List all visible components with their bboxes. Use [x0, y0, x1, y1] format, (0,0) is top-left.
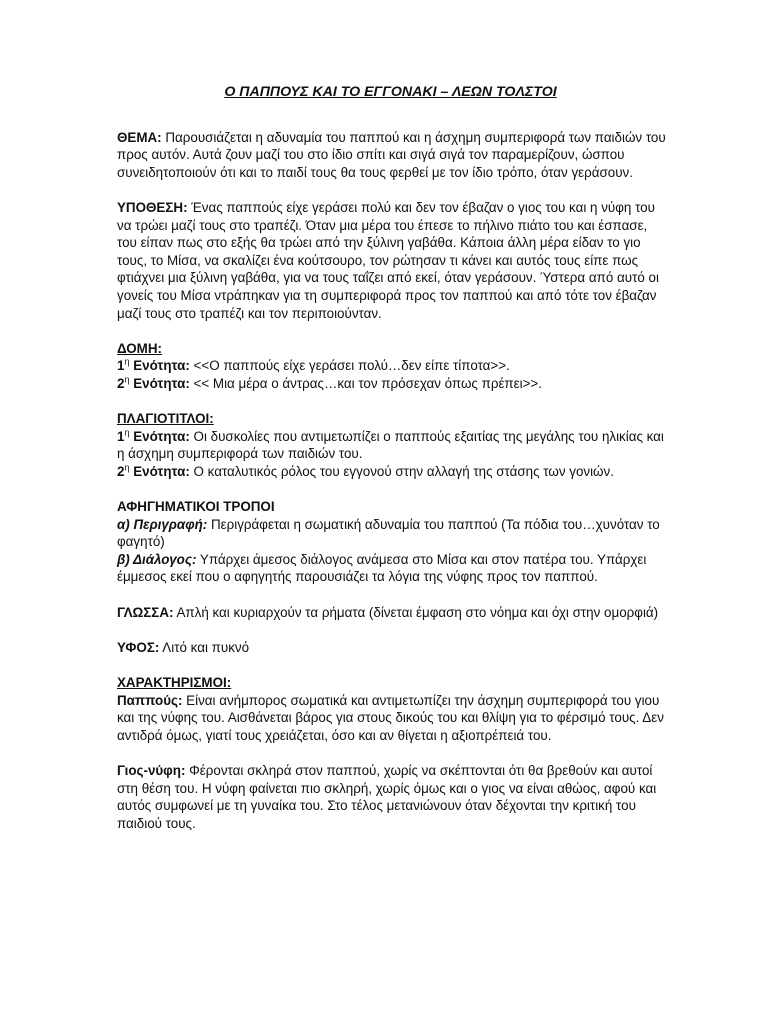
theme-label: ΘΕΜΑ:: [117, 129, 162, 145]
theme-text: Παρουσιάζεται η αδυναμία του παππού και η άσχημη συμπεριφορά των παιδιών του προς αυτόν. Αυτά ζουν μαζί του στο ίδιο σπίτι και σιγά σιγά τον παραμερίζουν, ώσπου συνειδητοποιούν ότι και το παιδί τους θα τους φερθεί με τον ίδιο τρόπο, όταν γεράσουν.: [117, 129, 666, 180]
subtitles-heading: ΠΛΑΓΙΟΤΙΤΛΟΙ:: [117, 411, 214, 427]
plot-paragraph: [117, 199, 666, 322]
son-daughter-in-law-text: Φέρονται σκληρά στον παππού, χωρίς να σκέπτονται ότι θα βρεθούν και αυτοί στη θέση του. Η νύφη φαίνεται πιο σκληρή, χωρίς όμως και ο γιος να είναι αθώος, αφού και αυτός συμφωνεί με τη γυναίκα του. Στο τέλος μετανιώνουν όταν δέχονται την κριτική του παιδιού τους.: [117, 762, 657, 831]
son-daughter-in-law-label: Γιος-νύφη:: [117, 762, 186, 778]
dialogue-label: β) Διάλογος:: [117, 551, 197, 567]
unit-ordinal: η: [124, 427, 130, 438]
language-text: Απλή και κυριαρχούν τα ρήματα (δίνεται έμφαση στο νόημα και όχι στην ομορφιά): [173, 604, 659, 620]
dialogue-text: Υπάρχει άμεσος διάλογος ανάμεσα στο Μίσα και στον πατέρα του. Υπάρχει έμμεσος εκεί που ο αφηγητής παρουσιάζει τα λόγια της νύφης προς τον παππού.: [117, 551, 647, 585]
unit-label: Ενότητα:: [129, 463, 190, 479]
unit-ordinal: η: [124, 374, 130, 385]
unit-label: Ενότητα:: [129, 375, 190, 391]
description-text: Περιγράφεται η σωματική αδυναμία του παππού (Τα πόδια του…χυνόταν το φαγητό): [117, 516, 660, 550]
unit-ordinal: η: [124, 462, 130, 473]
son-daughter-in-law-paragraph: [117, 762, 666, 832]
structure-unit-1: [117, 357, 666, 375]
unit-text: << Μια μέρα ο άντρας…και τον πρόσεχαν όπως πρέπει>>.: [189, 375, 542, 391]
grandfather-paragraph: [117, 692, 666, 745]
unit-text: Οι δυσκολίες που αντιμετωπίζει ο παππούς εξαιτίας της μεγάλης του ηλικίας και η άσχημη συμπεριφορά των παιδιών του.: [117, 428, 664, 462]
subtitles-unit-2: [117, 463, 666, 481]
style-label: ΥΦΟΣ:: [117, 639, 160, 655]
unit-number: 2: [117, 463, 125, 479]
plot-label: ΥΠΟΘΕΣΗ:: [117, 199, 188, 215]
grandfather-text: Είναι ανήμπορος σωματικά και αντιμετωπίζει την άσχημη συμπεριφορά του γιου και της νύφης του. Αισθάνεται βάρος για στους δικούς του και θλίψη για το φέρσιμό τους. Δεν αντιδρά όμως, γιατί τους χρειάζεται, όσο και αν θίγεται η αξιοπρέπειά του.: [117, 692, 664, 743]
characters-heading: ΧΑΡΑΚΤΗΡΙΣΜΟΙ:: [117, 675, 232, 690]
grandfather-label: Παππούς:: [117, 692, 183, 708]
unit-text: <<Ο παππούς είχε γεράσει πολύ…δεν είπε τίποτα>>.: [189, 358, 510, 374]
unit-label: Ενότητα:: [129, 428, 190, 444]
structure-heading: ΔΟΜΗ:: [117, 340, 162, 356]
subtitles-unit-1: [117, 428, 666, 463]
language-paragraph: [117, 604, 666, 622]
unit-number: 1: [117, 428, 125, 444]
narrative-dialogue: [117, 551, 666, 586]
style-text: Λιτό και πυκνό: [159, 639, 250, 655]
unit-number: 2: [117, 375, 125, 391]
theme-paragraph: [117, 129, 666, 182]
document-title: Ο ΠΑΠΠΟΥΣ ΚΑΙ ΤΟ ΕΓΓΟΝΑΚΙ – ΛΕΩΝ ΤΟΛΣΤΟΙ: [224, 84, 557, 100]
narrative-description: [117, 516, 666, 551]
language-label: ΓΛΩΣΣΑ:: [117, 604, 174, 620]
plot-text: Ένας παππούς είχε γεράσει πολύ και δεν τον έβαζαν ο γιος του και η νύφη του να τρώει μαζί τους στο τραπέζι. Όταν μια μέρα του έπεσε το πήλινο πιάτο του και έσπασε, του είπαν πως στο εξής θα τρώει από την ξύλινη γαβάθα. Κάποια άλλη μέρα είδαν το γιο τους, το Μίσα, να σκαλίζει ένα κούτσουρο, τον ρώτησαν τι κάνει και αυτός τους είπε πως φτιάχνει μια ξύλινη γαβάθα, για να τους ταΐζει από εκεί, όταν γεράσουν. Ύστερα από αυτό οι γονείς του Μίσα ντράπηκαν για τη συμπεριφορά προς τον παππού και από τότε τον έβαζαν μαζί τους στο τραπέζι και τον περιποιούνταν.: [117, 199, 659, 321]
style-paragraph: [117, 639, 666, 657]
narrative-heading: ΑΦΗΓΗΜΑΤΙΚΟΙ ΤΡΟΠΟΙ: [117, 499, 275, 515]
description-label: α) Περιγραφή:: [117, 516, 208, 532]
structure-unit-2: [117, 375, 666, 393]
unit-text: Ο καταλυτικός ρόλος του εγγονού στην αλλαγή της στάσης των γονιών.: [189, 463, 614, 479]
unit-number: 1: [117, 358, 125, 374]
unit-label: Ενότητα:: [129, 358, 190, 374]
unit-ordinal: η: [124, 356, 130, 367]
